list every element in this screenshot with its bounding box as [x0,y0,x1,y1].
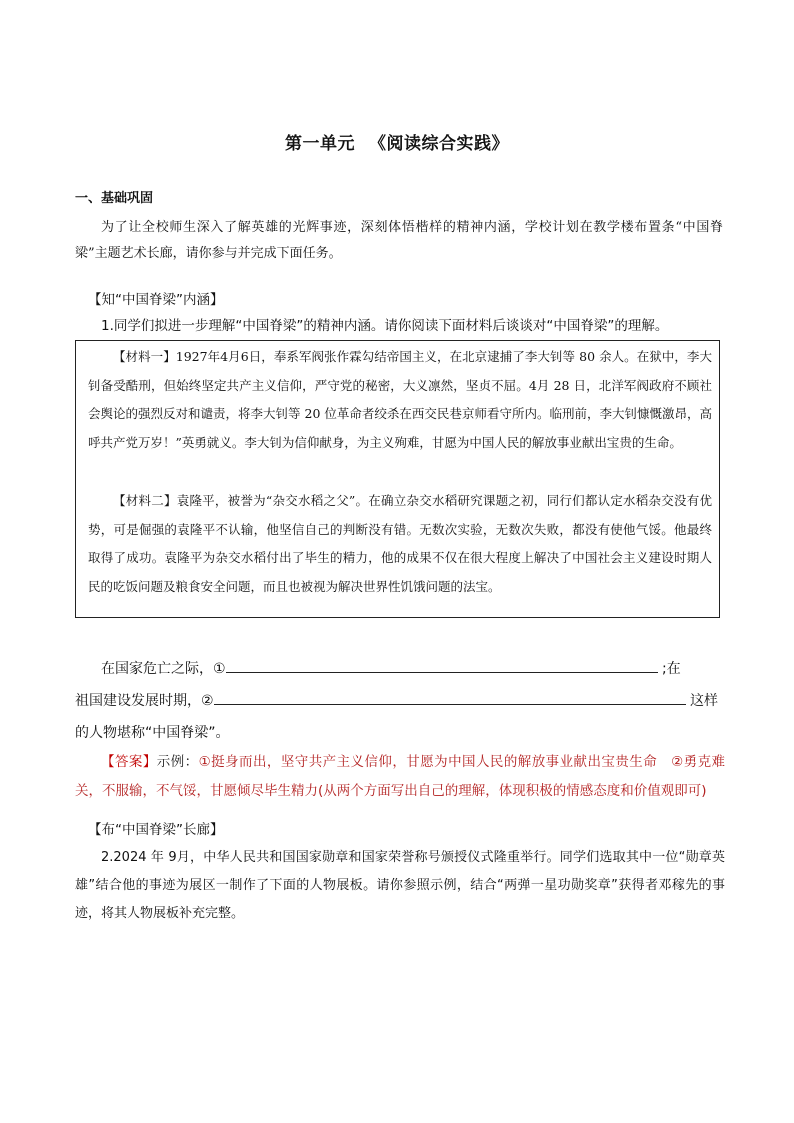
answer-block [75,748,725,806]
fill-text-3: 祖国建设发展时期，② [75,693,214,709]
fill-line-1 [75,653,725,685]
section-heading: 一、基础巩固 [75,191,154,206]
question-1: 1.同学们拟进一步理解“中国脊梁”的精神内涵。请你阅读下面材料后谈谈对“中国脊梁”的理解。 [101,318,669,334]
answer-text: ①挺身而出，坚守共产主义信仰，甘愿为中国人民的解放事业献出宝贵生命 ②勇克难关，不服输，不气馁，甘愿倾尽毕生精力(从两个方面写出自己的理解，体现积极的情感态度和价值观即可) [75,754,726,799]
task1-tag: 【知“中国脊梁”内涵】 [88,292,224,308]
page-title [0,129,794,154]
answer-label: 【答案】 [101,754,157,770]
material-2-text: 袁隆平，被誉为“杂交水稻之父”。在确立杂交水稻研究课题之初，同行们都认定水稻杂交没有优势，可是倔强的袁隆平不认输，他坚信自己的判断没有错。无数次实验，无数次失败，都没有使他气馁。他最终取得了成功。袁隆平为杂交水稻付出了毕生的精力，他的成果不仅在很大程度上解决了中国社会主义建设时期人民的吃饭问题及粮食安全问题，而且也被视为解决世界性饥饿问题的法宝。 [88,493,712,594]
fill-in-blank [75,653,725,749]
answer-prefix: 示例： [156,754,199,770]
answer-blank-1[interactable] [226,656,658,673]
material-2 [88,487,712,601]
material-1 [88,343,712,457]
title-unit: 第一单元 [285,134,355,154]
material-2-label: 【材料二】 [113,493,177,508]
question-2: 2.2024 年 9月，中华人民共和国国家勋章和国家荣誉称号颁授仪式隆重举行。同学们选取其中一位“勋章英雄”结合他的事迹为展区一制作了下面的人物展板。请你参照示例，结合“两弹一星功勋奖章”获得者邓稼先的事迹，将其人物展板补充完整。 [75,850,725,921]
material-box [75,340,720,618]
fill-line-2 [75,685,725,717]
material-1-text: 1927年4月6日，奉系军阀张作霖勾结帝国主义，在北京逮捕了李大钊等 80 余人。在狱中，李大钊备受酷刑，但始终坚定共产主义信仰，严守党的秘密，大义凛然，坚贞不屈。4月 28 日，北洋军阀政府不顾社会舆论的强烈反对和谴责，将李大钊等 20 位革命者绞杀在西交民巷京师看守所内。临刑前，李大钊慷慨激昂，高呼共产党万岁！”英勇就义。李大钊为信仰献身，为主义殉难，甘愿为中国人民的解放事业献出宝贵的生命。 [88,349,712,450]
answer-blank-2[interactable] [214,688,686,705]
material-1-label: 【材料一】 [113,349,176,364]
fill-line-3 [75,717,725,749]
fill-text-5: 的人物堪称“中国脊梁”。 [75,725,230,741]
fill-text-4: 这样 [690,693,719,709]
intro-paragraph: 为了让全校师生深入了解英雄的光辉事迹，深刻体悟楷样的精神内涵，学校计划在教学楼布置条“中国脊梁”主题艺术长廊，请你参与并完成下面任务。 [75,220,723,261]
task2-tag: 【布“中国脊梁”长廊】 [88,822,224,838]
title-name: 《阅读综合实践》 [369,134,509,154]
fill-text-2: ;在 [662,661,681,677]
fill-text-1: 在国家危亡之际，① [101,661,226,677]
